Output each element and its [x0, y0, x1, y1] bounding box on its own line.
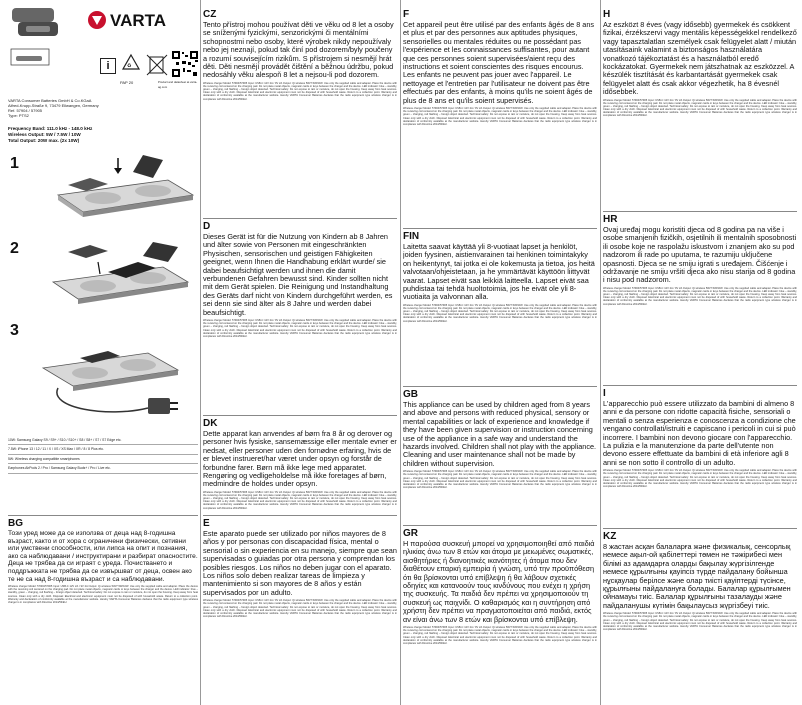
instruction-text: Wireless charger Model: 57904/57905 Input: USB-C 12V 2A / 9V 2A Output: Qi wireless 5W/7.5W/10W. Use only the supplied cable and adapter. Place the device with the receiving coil centered on the charging pad. Do not place metal objects, magnetic cards or keys between the charger and the device. LED indicator: blue – standby, green – charging, red flashing – foreign object detected. Technical safety: Do not expose to rain or moisture, do not open the housing. Keep away from heat sources. Clean only with a dry cloth. Disposal: Electrical and electronic equipment must not be disposed of with household waste. Return to a collection point. Warranty and declaration of conformity available at the manufacturer website. Hereby VARTA Consumer Batteries declares that the radio equipment type wireless charger is in compliance with Directive 2014/53/EU.	[403, 470, 597, 490]
section-kz	[603, 532, 797, 705]
warning-text: Този уред може да се използва от деца над 8-годишна възраст, както и от хора с ограничени физически, сетивни или умствени способности, или липса на опит и познания, ако са наблюдавани / инструктирани и разбират опасностите. Деца не трябва да си играят с уреда. Почистването и поддръжката не трябва да се извършват от деца, освен ако те не са над 8-годишна възраст и са наблюдавани.	[8, 530, 198, 583]
compat-row: 5W: Wireless charging compatible smartphones	[8, 455, 198, 464]
language-code: CZ	[203, 10, 217, 20]
company-line: Alfred-Krupp-Straße 9, 73479 Ellwangen, Germany	[8, 103, 99, 108]
instruction-text: Wireless charger Model: 57904/57905 Input: USB-C 12V 2A / 9V 2A Output: Qi wireless 5W/7.5W/10W. Use only the supplied cable and adapter. Place the device with the receiving coil centered on the charging pad. Do not place metal objects, magnetic cards or keys between the charger and the device. LED indicator: blue – standby, green – charging, red flashing – foreign object detected. Technical safety: Do not expose to rain or moisture, do not open the housing. Keep away from heat sources. Clean only with a dry cloth. Disposal: Electrical and electronic equipment must not be disposed of with household waste. Return to a collection point. Warranty and declaration of conformity available at the manufacturer website. Hereby VARTA Consumer Batteries declares that the radio equipment type wireless charger is in compliance with Directive 2014/53/EU.	[203, 319, 397, 338]
language-code: FIN	[403, 232, 420, 242]
section-divider	[203, 415, 397, 416]
section-divider	[403, 228, 597, 229]
section-divider	[203, 218, 397, 219]
compat-row: 10W: Samsung Galaxy S9 / S9+ / S10 / S10+ / S8 / S8+ / S7 / S7 Edge etc.	[8, 436, 198, 445]
instruction-text: Wireless charger Model: 57904/57905 Input: USB-C 12V 2A / 9V 2A Output: Qi wireless 5W/7.5W/10W. Use only the supplied cable and adapter. Place the device with the receiving coil centered on the charging pad. Do not place metal objects, magnetic cards or keys between the charger and the device. LED indicator: blue – standby, green – charging, red flashing – foreign object detected. Technical safety: Do not expose to rain or moisture, do not open the housing. Keep away from heat sources. Clean only with a dry cloth. Disposal: Electrical and electronic equipment must not be disposed of with household waste. Return to a collection point. Warranty and declaration of conformity available at the manufacturer website. Hereby VARTA Consumer Batteries declares that the radio equipment type wireless charger is in compliance with Directive 2014/53/EU.	[403, 107, 597, 126]
language-code: E	[203, 519, 210, 529]
language-code: DK	[203, 419, 218, 429]
section-cz	[203, 10, 397, 214]
warning-text: Cet appareil peut être utilisé par des enfants âgés de 8 ans et plus et par des personnes aux aptitudes physiques, sensorielles ou mentales réduites ou ne possédant pas l'expérience et les connaissances suffisantes, pour autant que ces personnes soient supervisées/aient reçu des instructions et soient conscientes des risques encourus. Les enfants ne peuvent pas jouer avec l'appareil. Le nettoyage et l'entretien par l'utilisateur ne doivent pas être effectués par des enfants, à moins qu'ils ne soient âgés de plus de 8 ans et qu'ils soient supervisés.	[403, 20, 595, 105]
language-code: HR	[603, 215, 618, 225]
warning-text: This appliance can be used by children aged from 8 years and above and persons with reduced physical, sensory or mental capabilities or lack of experience and knowledge if they have been given supervision or instruction concerning use of the appliance in a safe way and understand the hazards involved. Children shall not play with the appliance. Cleaning and user maintenance shall not be made by children without supervision.	[403, 400, 597, 468]
language-code: D	[203, 222, 211, 232]
warning-text: Ovaj uređaj mogu koristiti djeca od 8 godina pa na više i osobe smanjenih fizičkih, osjetilnih ili mentalnih sposobnosti ili osobe koje ne raspolažu iskustvom i znanjem ako su pod nadzorom ili rade po uputama, te razumiju uključene opasnosti. Djeca se ne smiju igrati s uređajem. Čišćenje i održavanje ne smiju vršiti djeca ako nisu starija od 8 godina i nisu pod nadzorom.	[603, 225, 797, 285]
warning-text: Dette apparat kan anvendes af børn fra 8 år og derover og personer hvis fysiske, sansemæssige eller mentale evner er nedsat, eller personer uden den fornødne erfaring, hvis de er blevet instrueret/har været under opsyn og forstår de forbundne farer. Børn må ikke lege med apparatet. Rengøring og vedligeholdelse må ikke foretages af børn, medmindre de holdes under opsyn.	[203, 429, 397, 489]
frequency-band: Frequency Band: 111.0 kHz - 148.0 kHz	[8, 126, 93, 131]
instruction-text: Wireless charger Model: 57904/57905 Input: USB-C 12V 2A / 9V 2A Output: Qi wireless 5W/7.5W/10W. Use only the supplied cable and adapter. Place the device with the receiving coil centered on the charging pad. Do not place metal objects, magnetic cards or keys between the charger and the device. LED indicator: blue – standby, green – charging, red flashing – foreign object detected. Technical safety: Do not expose to rain or moisture, do not open the housing. Keep away from heat sources. Clean only with a dry cloth. Disposal: Electrical and electronic equipment must not be disposed of with household waste. Return to a collection point. Warranty and declaration of conformity available at the manufacturer website. Hereby VARTA Consumer Batteries declares that the radio equipment type wireless charger is in compliance with Directive 2014/53/EU.	[603, 612, 797, 632]
language-code: H	[603, 10, 611, 20]
charger-pictogram	[10, 48, 50, 66]
brand-text: VARTA	[110, 11, 167, 30]
section-divider	[603, 211, 797, 212]
section-e	[203, 519, 397, 705]
compat-row: Earphones AirPods 2 / Pro / Samsung Galaxy Buds+ / Pro / Live etc.	[8, 464, 198, 473]
company-line: VARTA Consumer Batteries GmbH & Co.KGaA	[8, 98, 92, 103]
section-divider	[403, 386, 597, 387]
section-dk	[203, 419, 397, 515]
section-divider	[603, 385, 797, 386]
company-info	[8, 98, 118, 118]
section-divider	[203, 515, 397, 516]
instruction-text: Wireless charger Model: 57904/57905 Input: USB-C 12V 2A / 9V 2A Output: Qi wireless 5W/7.5W/10W. Use only the supplied cable and adapter. Place the device with the receiving coil centered on the charging pad. Do not place metal objects, magnetic cards or keys between the charger and the device. LED indicator: blue – standby, green – charging, red flashing – foreign object detected. Technical safety: Do not expose to rain or moisture, do not open the housing. Keep away from heat sources. Clean only with a dry cloth. Disposal: Electrical and electronic equipment must not be disposed of with household waste. Return to a collection point. Warranty and declaration of conformity available at the manufacturer website. Hereby VARTA Consumer Batteries declares that the radio equipment type wireless charger is in compliance with Directive 2014/53/EU.	[603, 286, 797, 306]
language-code: KZ	[603, 532, 617, 542]
total-output: Total Output: 20W max. (2x 10W)	[8, 138, 80, 143]
step-number: 1	[10, 155, 19, 172]
symbol-code: PAP 20	[120, 80, 134, 85]
instruction-text: Wireless charger Model: 57904/57905 Input: USB-C 12V 2A / 9V 2A Output: Qi wireless 5W/7.5W/10W. Use only the supplied cable and adapter. Place the device with the receiving coil centered on the charging pad. Do not place metal objects, magnetic cards or keys between the charger and the device. LED indicator: blue – standby, green – charging, red flashing – foreign object detected. Technical safety: Do not expose to rain or moisture, do not open the housing. Keep away from heat sources. Clean only with a dry cloth. Disposal: Electrical and electronic equipment must not be disposed of with household waste. Return to a collection point. Warranty and declaration of conformity available at the manufacturer website. Hereby VARTA Consumer Batteries declares that the radio equipment type wireless charger is in compliance with Directive 2014/53/EU.	[403, 303, 597, 323]
recycle-symbol-icon	[120, 52, 142, 76]
section-i	[603, 389, 797, 527]
weee-bin-icon	[144, 52, 170, 78]
column-3	[403, 0, 597, 705]
column-4	[603, 0, 797, 705]
instruction-text: Wireless charger Model: 57904/57905 Input: USB-C 12V 2A / 9V 2A Output: Qi wireless 5W/7.5W/10W. Use only the supplied cable and adapter. Place the device with the receiving coil centered on the charging pad. Do not place metal objects, magnetic cards or keys between the charger and the device. LED indicator: blue – standby, green – charging, red flashing – foreign object detected. Technical safety: Do not expose to rain or moisture, do not open the housing. Keep away from heat sources. Clean only with a dry cloth. Disposal: Electrical and electronic equipment must not be disposed of with household waste. Return to a collection point. Warranty and declaration of conformity available at the manufacturer website. Hereby VARTA Consumer Batteries declares that the radio equipment type wireless charger is in compliance with Directive 2014/53/EU.	[203, 599, 397, 619]
section-divider	[8, 515, 198, 516]
step-number: 2	[10, 240, 19, 257]
section-gr	[403, 529, 597, 705]
language-code: F	[403, 10, 410, 20]
section-hr	[603, 215, 797, 383]
column-divider	[200, 0, 201, 705]
section-h	[603, 10, 797, 210]
section-gb	[403, 390, 597, 524]
language-code: GR	[403, 529, 418, 539]
product-photo	[10, 4, 62, 40]
qr-caption: Product and datasheet at varta-ag.com	[158, 80, 198, 89]
column-divider	[400, 0, 401, 705]
instruction-text: Wireless charger Model: 57904/57905 Input: USB-C 12V 2A / 9V 2A Output: Qi wireless 5W/7.5W/10W. Use only the supplied cable and adapter. Place the device with the receiving coil centered on the charging pad. Do not place metal objects, magnetic cards or keys between the charger and the device. LED indicator: blue – standby, green – charging, red flashing – foreign object detected. Technical safety: Do not expose to rain or moisture, do not open the housing. Keep away from heat sources. Clean only with a dry cloth. Disposal: Electrical and electronic equipment must not be disposed of with household waste. Return to a collection point. Warranty and declaration of conformity available at the manufacturer website. Hereby VARTA Consumer Batteries declares that the radio equipment type wireless charger is in compliance with Directive 2014/53/EU.	[203, 490, 397, 510]
warning-text: 8 жастан асқан балаларға және физикалық, сенсорлық немесе ақыл-ой қабілеттері төмен не тәжірибесі мен білімі аз адамдарға оларды бақылау жүргізілгенде немесе құрылғыны қауіпсіз түрде пайдалану бойынша нұсқаулар берілсе және олар тиісті қауіптерді түсінсе, құрылғыны пайдалануға болады. Балалар құрылғымен ойнамауы тиіс. Балалар құрылғыны тазалауды және пайдаланушы күтімін бақылаусыз жүргізбеуі тиіс.	[603, 542, 791, 610]
varta-logo	[86, 9, 186, 31]
step-number: 3	[10, 322, 19, 339]
instruction-text: Wireless charger Model: 57904/57905 Input: USB-C 12V 2A / 9V 2A Output: Qi wireless 5W/7.5W/10W. Use only the supplied cable and adapter. Place the device with the receiving coil centered on the charging pad. Do not place metal objects, magnetic cards or keys between the charger and the device. LED indicator: blue – standby, green – charging, red flashing – foreign object detected. Technical safety: Do not expose to rain or moisture, do not open the housing. Keep away from heat sources. Clean only with a dry cloth. Disposal: Electrical and electronic equipment must not be disposed of with household waste. Return to a collection point. Warranty and declaration of conformity available at the manufacturer website. Hereby VARTA Consumer Batteries declares that the radio equipment type wireless charger is in compliance with Directive 2014/53/EU.	[203, 81, 397, 101]
product-column	[8, 0, 198, 705]
section-fin	[403, 232, 597, 384]
company-line: Ref. 57904 / 57905	[8, 108, 43, 113]
svg-text:♻: ♻	[127, 63, 132, 69]
step2-illustration	[28, 232, 198, 322]
qr-code[interactable]	[171, 50, 198, 78]
section-divider	[403, 525, 597, 526]
column-2	[203, 0, 397, 705]
section-d	[203, 222, 397, 412]
language-code: I	[603, 389, 606, 399]
step1-illustration	[28, 150, 198, 225]
wireless-output: Wireless Output: 5W / 7.5W / 10W	[8, 132, 81, 137]
warning-text: Az eszközt 8 éves (vagy idősebb) gyermekek és csökkent fizikai, érzékszervi vagy mentális képességekkel rendelkező vagy tapasztalatlan személyek csak felügyelet alatt / miután utasításaink valamint a biztonságos használatára vonatkozó tájékoztatást és a használatból eredő kockázatokat. Gyermekek nem játszhatnak az eszközzel. A készülék tisztítását és karbantartását gyermekek csak felügyelet alatt és csak akkor végezhetik, ha 8 évesnél idősebbek.	[603, 20, 797, 97]
compatibility-table	[8, 436, 198, 474]
compat-row: 7.5W: iPhone 13 / 12 / 11 / X / XS / XS Max / XR / 8 / 8 Plus etc.	[8, 445, 198, 454]
instruction-text: Wireless charger Model: 57904/57905 Input: USB-C 12V 2A / 9V 2A Output: Qi wireless 5W/7.5W/10W. Use only the supplied cable and adapter. Place the device with the receiving coil centered on the charging pad. Do not place metal objects, magnetic cards or keys between the charger and the device. LED indicator: blue – standby, green – charging, red flashing – foreign object detected. Technical safety: Do not expose to rain or moisture, do not open the housing. Keep away from heat sources. Clean only with a dry cloth. Disposal: Electrical and electronic equipment must not be disposed of with household waste. Return to a collection point. Warranty and declaration of conformity available at the manufacturer website. Hereby VARTA Consumer Batteries declares that the radio equipment type wireless charger is in compliance with Directive 2014/53/EU.	[603, 98, 797, 118]
warning-text: Dieses Gerät ist für die Nutzung von Kindern ab 8 Jahren und älter sowie von Personen mit eingeschränkten Physischen, sensorischen und geistigen Fähigkeiten geeignet, wenn Ihnen die Handhabung erklärt wurde/ sie dabei beaufsichtigt werden und ihnen die damit verbundenen Gefahren bewusst sind. Kinder sollten nicht mit dem Gerät spielen. Die Reinigung und Instandhaltung des Geräts darf nicht von Kindern durchgeführt werden, es sei denn sie sind älter als 8 Jahre und werden dabei beaufsichtigt.	[203, 232, 393, 317]
warning-text: Laitetta saavat käyttää yli 8-vuotiaat lapset ja henkilöt, joiden fyysinen, aistienvarainen tai henkinen toimintakyky on heikentynyt, tai jotka ei ole kokemusta ja tietoa, jos heitä valvotaan/ohjeistetaan, ja he ymmärtävät käyttöön liittyvät vaarat. Lapset eivät saa leikkiä laitteella. Lapset eivät saa puhdistaa tai tehdä huoltotoimia, jos he eivät ole yli 8-vuotiaita ja valvonnan alla.	[403, 242, 595, 302]
section-f	[403, 10, 597, 226]
language-code: BG	[8, 519, 23, 529]
warning-text: Η παρούσα συσκευή μπορεί να χρησιμοποιηθεί από παιδιά ηλικίας άνω των 8 ετών και άτομα με μειωμένες σωματικές, αισθητήριες ή διανοητικές ικανότητες ή άτομα που δεν διαθέτουν επαρκή εμπειρία ή γνώση, υπό την προϋπόθεση ότι θα βρίσκονται υπό επίβλεψη ή θα λάβουν σχετικές οδηγίες και κατανοούν τους κινδύνους που ενέχει η χρήση της συσκευής. Τα παιδιά δεν πρέπει να χρησιμοποιούν τη συσκευή ως παιχνίδι. Ο καθαρισμός και η συντήρηση από χρήστη δεν πρέπει να πραγματοποιείται από παιδιά, εκτός αν είναι άνω των 8 ετών και βρίσκονται υπό επίβλεψη.	[403, 539, 595, 624]
instruction-text: Wireless charger Model: 57904/57905 Input: USB-C 12V 2A / 9V 2A Output: Qi wireless 5W/7.5W/10W. Use only the supplied cable and adapter. Place the device with the receiving coil centered on the charging pad. Do not place metal objects, magnetic cards or keys between the charger and the device. LED indicator: blue – standby, green – charging, red flashing – foreign object detected. Technical safety: Do not expose to rain or moisture, do not open the housing. Keep away from heat sources. Clean only with a dry cloth. Disposal: Electrical and electronic equipment must not be disposed of with household waste. Return to a collection point. Warranty and declaration of conformity available at the manufacturer website. Hereby VARTA Consumer Batteries declares that the radio equipment type wireless charger is in compliance with Directive 2014/53/EU.	[8, 585, 198, 604]
column-divider	[600, 0, 601, 705]
instruction-text: Wireless charger Model: 57904/57905 Input: USB-C 12V 2A / 9V 2A Output: Qi wireless 5W/7.5W/10W. Use only the supplied cable and adapter. Place the device with the receiving coil centered on the charging pad. Do not place metal objects, magnetic cards or keys between the charger and the device. LED indicator: blue – standby, green – charging, red flashing – foreign object detected. Technical safety: Do not expose to rain or moisture, do not open the housing. Keep away from heat sources. Clean only with a dry cloth. Disposal: Electrical and electronic equipment must not be disposed of with household waste. Return to a collection point. Warranty and declaration of conformity available at the manufacturer website. Hereby VARTA Consumer Batteries declares that the radio equipment type wireless charger is in compliance with Directive 2014/53/EU.	[603, 469, 797, 489]
warning-text: Este aparato puede ser utilizado por niños mayores de 8 años y por personas con discapacidad física, mental o sensorial o sin experiencia en su manejo, siempre que sean supervisadas o guiadas por otra persona y comprendan los posibles riesgos. Los niños no deben jugar con el aparato. Los niños solo deben realizar tareas de limpieza y mantenimiento si son mayores de 8 años y están supervisados por un adulto.	[203, 529, 397, 597]
warning-text: L'apparecchio può essere utilizzato da bambini di almeno 8 anni e da persone con ridotte capacità fisiche, sensoriali o mentali o senza esperienza e conoscenza a condizione che vengano controllati/istruiti e capiscano i pericoli in cui si può incorrere. I bambini non devono giocare con l'apparecchio. La pulizia e la manutenzione da parte dell'utente non devono essere effettuate da bambini di età inferiore agli 8 anni se non sotto il controllo di un adulto.	[603, 399, 796, 467]
section-divider	[603, 528, 797, 529]
section-bg	[8, 519, 198, 705]
warning-text: Tento přístroj mohou používat děti ve věku od 8 let a osoby se sníženými fyzickými, senzorickými či mentálními schopnostmi nebo osoby, které výrobek nikdy nepoužívaly nebo jej neznají, pokud tak činí pod dozorem/byly poučeny a rozumí souvisejícím rizikům. S přístrojem si nesmějí hrát děti. Děti nesmějí provádět čištění a běžnou údržbu, pokud nedosáhly věku alespoň 8 let a nejsou-li pod dozorem.	[203, 20, 394, 80]
info-icon: i	[100, 58, 116, 74]
tech-specs	[8, 126, 92, 144]
language-code: GB	[403, 390, 418, 400]
company-line: Type: PTS2	[8, 113, 29, 118]
instruction-text: Wireless charger Model: 57904/57905 Input: USB-C 12V 2A / 9V 2A Output: Qi wireless 5W/7.5W/10W. Use only the supplied cable and adapter. Place the device with the receiving coil centered on the charging pad. Do not place metal objects, magnetic cards or keys between the charger and the device. LED indicator: blue – standby, green – charging, red flashing – foreign object detected. Technical safety: Do not expose to rain or moisture, do not open the housing. Keep away from heat sources. Clean only with a dry cloth. Disposal: Electrical and electronic equipment must not be disposed of with household waste. Return to a collection point. Warranty and declaration of conformity available at the manufacturer website. Hereby VARTA Consumer Batteries declares that the radio equipment type wireless charger is in compliance with Directive 2014/53/EU.	[403, 626, 597, 645]
step3-illustration	[28, 318, 198, 428]
